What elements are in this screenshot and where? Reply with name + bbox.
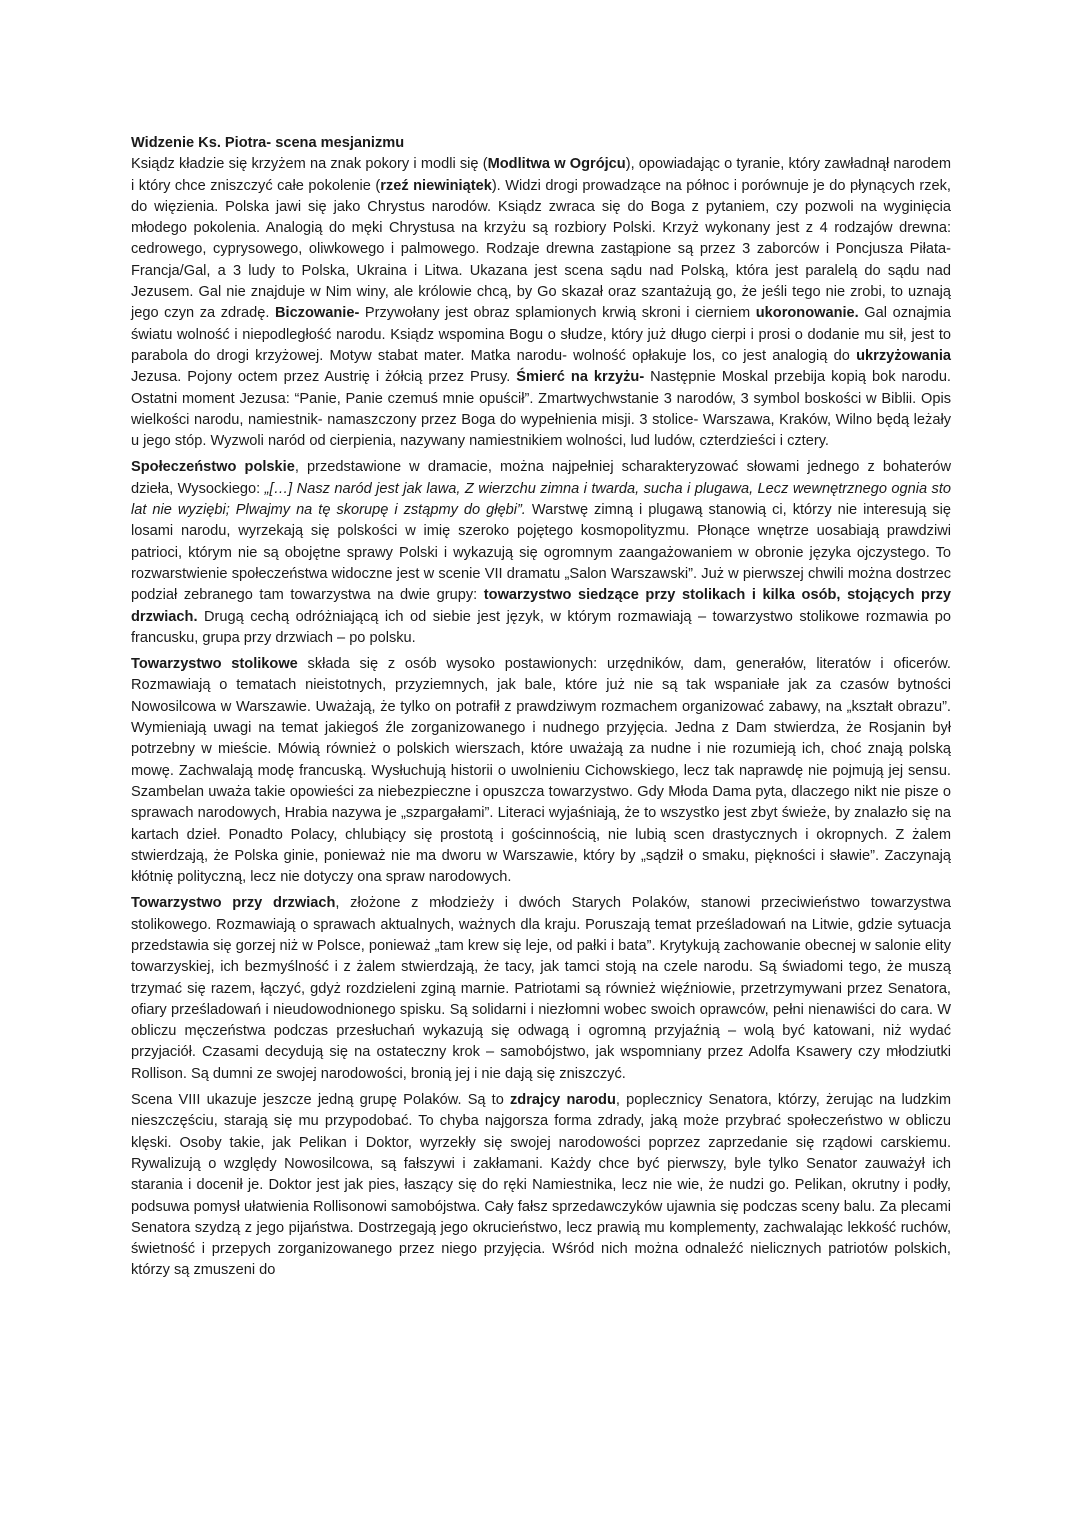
- bold-term: towarzystwo siedzące przy stolikach i kilka osób, stojących przy drzwiach.: [131, 587, 951, 625]
- text-run: Jezusa. Pojony octem przez Austrię i żółcią przez Prusy.: [131, 369, 517, 386]
- text-run: Ksiądz kładzie się krzyżem na znak pokory i modli się (: [131, 156, 488, 173]
- bold-term: rzeź niewiniątek: [380, 177, 492, 194]
- text-run: Gal oznajmia światu wolność i niepodległość narodu. Ksiądz wspomina Bogu o słudze, który już długo cierpi i prosi o dodanie mu sił, jest to parabola do drogi krzyżowej. Motyw stabat mater. Matka narodu- wolność opłakuje los, co jest analogią do: [131, 305, 951, 364]
- text-run: Warstwę zimną i plugawą stanowią ci, którzy nie interesują się losami narodu, wyrzekają się polskości w imię szeroko pojętego kosmopolityzmu. Płonące wnętrze uosabiają prawdziwi patrioci, którym nie są obojętne sprawy Polski i wykazują się ogromnym zaangażowaniem w obronie języka ojczystego. To rozwarstwienie społeczeństwa widoczne jest w scenie VII dramatu „Salon Warszawski”. Już w pierwszej chwili można dostrzec podział zebranego tam towarzystwa na dwie grupy:: [131, 502, 951, 604]
- text-run: składa się z osób wysoko postawionych: urzędników, dam, generałów, literatów i oficerów. Rozmawiają o tematach nieistotnych, przyziemnych, jak bale, które już nie są tak wspaniałe jak za czasów bytności Nowosilcowa w Warszawie. Uważają, że tylko on potrafił z prawdziwym rozmachem organizować zabawy, na „kształt obrazu”. Wymieniają uwagi na temat jakiegoś źle zorganizowanego i nudnego przyjęcia. Jedna z Dam stwierdza, że Rosjanin był potrzebny w mieście. Mówią również o polskich wierszach, które uważają za nudne i nie rozumieją ich, choć znają polską mowę. Zachwalają modę francuską. Wysłuchują historii o uwolnieniu Cichowskiego, lecz tak naprawdę nie pojmują jej sensu. Szambelan uważa takie opowieści za niebezpieczne i opuszcza towarzystwo. Gdy Młoda Dama pyta, dlaczego nikt nie pisze o sprawach narodowych, Hrabia nazywa je „szpargałami”. Literaci wyjaśniają, że to wszystko jest zbyt świeże, by znalazło się na kartach dzieł. Ponadto Polacy, chlubiący się prostotą i gościnnością, nie lubią scen drastycznych i okropnych. Z żalem stwierdzają, że Polska ginie, ponieważ nie ma dworu w Warszawie, który by „sądził o smaku, piękności i sławie”. Zaczynają kłótnię polityczną, lecz nie dotyczy ona spraw narodowych.: [131, 656, 951, 886]
- text-run: ). Widzi drogi prowadzące na północ i porównuje je do płynących rzek, do więzienia. Polska jawi się jako Chrystus narodów. Ksiądz zwraca się do Boga z pytaniem, czy pozwoli na wyginięcia młodego pokolenia. Analogią do męki Chrystusa na krzyżu są rozbiory Polski. Krzyż wykonany jest z 4 rodzajów drewna: cedrowego, cyprysowego, oliwkowego i palmowego. Rodzaje drewna zastąpione są przez 3 zaborców i Poncjusza Piłata-Francja/Gal, a 3 ludy to Polska, Ukraina i Litwa. Ukazana jest scena sądu nad Polską, która jest paralelą do sądu nad Jezusem. Gal nie znajduje w Nim winy, ale królowie chcą, by Go skazał oraz szantażują go, że jeśli tego nie zrobi, to uznają jego czyn za zdradę.: [131, 177, 951, 322]
- text-run: Drugą cechą odróżniającą ich od siebie jest język, w którym rozmawiają – towarzystwo stolikowe rozmawia po francusku, grupa przy drzwiach – po polsku.: [131, 608, 951, 646]
- bold-term: Biczowanie-: [274, 305, 360, 322]
- bold-term: Społeczeństwo polskie: [131, 459, 295, 476]
- paragraph-traitors: [131, 1090, 951, 1282]
- text-run: Następnie Moskal przebija kopią bok narodu. Ostatni moment Jezusa: “Panie, Panie czemuś mnie opuścił”. Zmartwychwstanie 3 narodów, 3 symbol boskości w Biblii. Opis wielkości narodu, namiestnik- namaszczony przez Boga do wypełnienia misji. 3 stolice- Warszawa, Kraków, Wilno będą leżały u jego stóp. Wyzwoli naród od cierpienia, nazywany namiestnikiem wolności, lud ludów, czterdzieści i cztery.: [131, 369, 951, 450]
- bold-term: ukrzyżowania: [856, 347, 951, 364]
- text-run: , złożone z młodzieży i dwóch Starych Polaków, stanowi przeciwieństwo towarzystwa stolikowego. Rozmawiają o sprawach aktualnych, ważnych dla kraju. Poruszają temat prześladowań na Litwie, gdzie sytuacja przedstawia się gorzej niż w Polsce, ponieważ „tam krew się leje, od pałki i bata”. Krytykują zachowanie obecnej w salonie elity towarzyskiej, ich bezmyślność i z żalem stwierdzają, że tacy, jak tamci stoją na czele narodu. Są świadomi tego, że muszą trzymać się razem, łączyć, gdyż rozdzieleni zginą marnie. Patriotami są również więźniowie, przetrzymywani przez Senatora, ofiary prześladowań i nieudowodnionego spisku. Są solidarni i niezłomni wobec swoich oprawców, pełni nienawiści do cara. W obliczu męczeństwa podczas przesłuchań wykazują się odwagą i ogromną przyjaźnią – wolą być katowani, niż wydać przyjaciół. Czasami decydują się na ostateczny krok – samobójstwo, jak wspomniany przez Adolfa Ksawery czy młodziutki Rollison. Są dumni ze swojej narodowości, bronią jej i nie dają się zniszczyć.: [131, 895, 951, 1082]
- italic-quote: „[…] Nasz naród jest jak lawa, Z wierzchu zimna i twarda, sucha i plugawa, Lecz wewnętrznego ognia sto lat nie wyziębi; Plwajmy na tę skorupę i zstąpmy do głębi”.: [131, 480, 951, 519]
- paragraph-table-society: [131, 654, 951, 888]
- bold-term: Towarzystwo przy drzwiach: [131, 895, 336, 912]
- bold-term: Towarzystwo stolikowe: [131, 656, 298, 673]
- bold-term: Śmierć na krzyżu-: [516, 369, 645, 386]
- text-run: , przedstawione w dramacie, można najpełniej scharakteryzować słowami jednego z bohaterów dzieła, Wysockiego:: [131, 459, 951, 497]
- bold-term: Modlitwa w Ogrójcu: [487, 156, 626, 173]
- text-run: , poplecznicy Senatora, którzy, żerując na ludzkim nieszczęściu, starają się mu przypodobać. To chyba najgorsza forma zdrady, jaką może przybrać społeczeństwo w obliczu klęski. Osoby takie, jak Pelikan i Doktor, wyrzekły się swojej narodowości poprzez zaprzedanie się rządowi carskiemu. Rywalizują o względy Nowosilcowa, są fałszywi i zakłamani. Każdy chce być pierwszy, byle tylko Senator zauważył ich starania i docenił je. Doktor jest jak pies, łaszący się do ręki Namiestnika, lecz nie wie, że nudzi go. Pelikan, okrutny i podły, podsuwa pomysł ułatwienia Rollisonowi samobójstwa. Cały fałsz sprzedawczyków ujawnia się podczas sceny balu. Za plecami Senatora szydzą z jego pijaństwa. Dostrzegają jego okrucieństwo, lecz prawią mu komplementy, zachwalając lekkość ruchów, świetność i przepych zorganizowanego przez niego przyjęcia. Wśród nich można odnaleźć nielicznych patriotów polskich, którzy są zmuszeni do: [131, 1092, 951, 1279]
- text-run: ), opowiadając o tyranie, który zawładnął narodem i który chce zniszczyć całe pokolenie (: [131, 156, 951, 194]
- paragraph-door-society: [131, 893, 951, 1085]
- paragraph-vision: [131, 154, 951, 452]
- paragraph-society: [131, 457, 951, 649]
- text-run: Scena VIII ukazuje jeszcze jedną grupę Polaków. Są to: [131, 1092, 510, 1109]
- bold-term: ukoronowanie.: [755, 305, 859, 322]
- document-page: [131, 133, 951, 1287]
- text-run: Przywołany jest obraz splamionych krwią skroni i cierniem: [359, 305, 756, 322]
- section-heading: Widzenie Ks. Piotra- scena mesjanizmu: [131, 135, 405, 151]
- bold-term: zdrajcy narodu: [510, 1092, 616, 1109]
